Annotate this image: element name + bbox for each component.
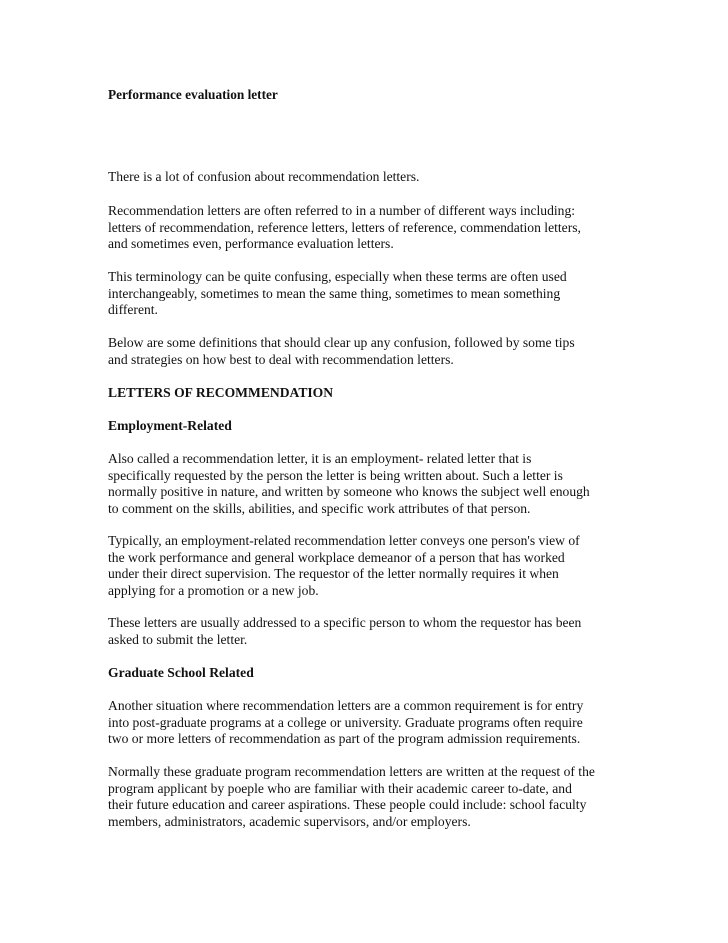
employment-paragraph-2 bbox=[108, 533, 580, 599]
section-heading-block bbox=[108, 385, 333, 402]
text-line: applying for a promotion or a new job. bbox=[108, 582, 319, 598]
text-line: Recommendation letters are often referred to in a number of different ways including: bbox=[108, 203, 576, 218]
employment-paragraph-3 bbox=[108, 615, 581, 648]
employment-heading-block bbox=[108, 418, 232, 435]
text-line: specifically requested by the person the letter is being written about. Such a letter is bbox=[108, 467, 563, 483]
text-line: Another situation where recommendation letters are a common requirement is for entry bbox=[108, 698, 584, 713]
text-line: their future education and career aspirations. These people could include: school faculty bbox=[108, 797, 587, 813]
text-line: Below are some definitions that should clear up any confusion, followed by some tips bbox=[108, 335, 575, 350]
document-title-block bbox=[108, 86, 278, 104]
text-line: normally positive in nature, and written by someone who knows the subject well enough bbox=[108, 484, 590, 500]
graduate-paragraph-1 bbox=[108, 698, 583, 748]
text-line: This terminology can be quite confusing, especially when these terms are often used bbox=[108, 269, 567, 284]
employment-heading: Employment-Related bbox=[108, 418, 232, 433]
text-line: letters of recommendation, reference letters, letters of reference, commendation letters, bbox=[108, 219, 581, 235]
text-line: and strategies on how best to deal with recommendation letters. bbox=[108, 351, 454, 367]
employment-paragraph-1 bbox=[108, 451, 590, 517]
intro-paragraph-block bbox=[108, 169, 419, 186]
text-line: different. bbox=[108, 302, 158, 318]
intro-paragraph: There is a lot of confusion about recommendation letters. bbox=[108, 169, 420, 184]
terms-paragraph bbox=[108, 203, 581, 253]
below-paragraph bbox=[108, 335, 575, 368]
text-line: into post-graduate programs at a college or university. Graduate programs often require bbox=[108, 714, 583, 730]
graduate-heading: Graduate School Related bbox=[108, 665, 254, 680]
confusing-paragraph bbox=[108, 269, 567, 319]
text-line: Also called a recommendation letter, it is an employment- related letter that is bbox=[108, 451, 532, 466]
text-line: under their direct supervision. The requestor of the letter normally requires it when bbox=[108, 566, 559, 582]
text-line: asked to submit the letter. bbox=[108, 631, 248, 647]
text-line: the work performance and general workplace demeanor of a person that has worked bbox=[108, 549, 565, 565]
section-heading: LETTERS OF RECOMMENDATION bbox=[108, 385, 334, 400]
text-line: two or more letters of recommendation as part of the program admission requirements. bbox=[108, 731, 581, 747]
text-line: Typically, an employment-related recommendation letter conveys one person's view of bbox=[108, 533, 580, 548]
text-line: program applicant by poeple who are familiar with their academic career to-date, and bbox=[108, 780, 572, 796]
graduate-heading-block bbox=[108, 665, 254, 682]
document-title: Performance evaluation letter bbox=[108, 87, 278, 102]
text-line: These letters are usually addressed to a specific person to whom the requestor has been bbox=[108, 615, 582, 630]
text-line: Normally these graduate program recommendation letters are written at the request of the bbox=[108, 764, 595, 779]
text-line: members, administrators, academic supervisors, and/or employers. bbox=[108, 813, 471, 829]
text-line: and sometimes even, performance evaluation letters. bbox=[108, 236, 394, 252]
text-line: interchangeably, sometimes to mean the same thing, sometimes to mean something bbox=[108, 285, 561, 301]
graduate-paragraph-2 bbox=[108, 764, 595, 830]
text-line: to comment on the skills, abilities, and specific work attributes of that person. bbox=[108, 500, 531, 516]
